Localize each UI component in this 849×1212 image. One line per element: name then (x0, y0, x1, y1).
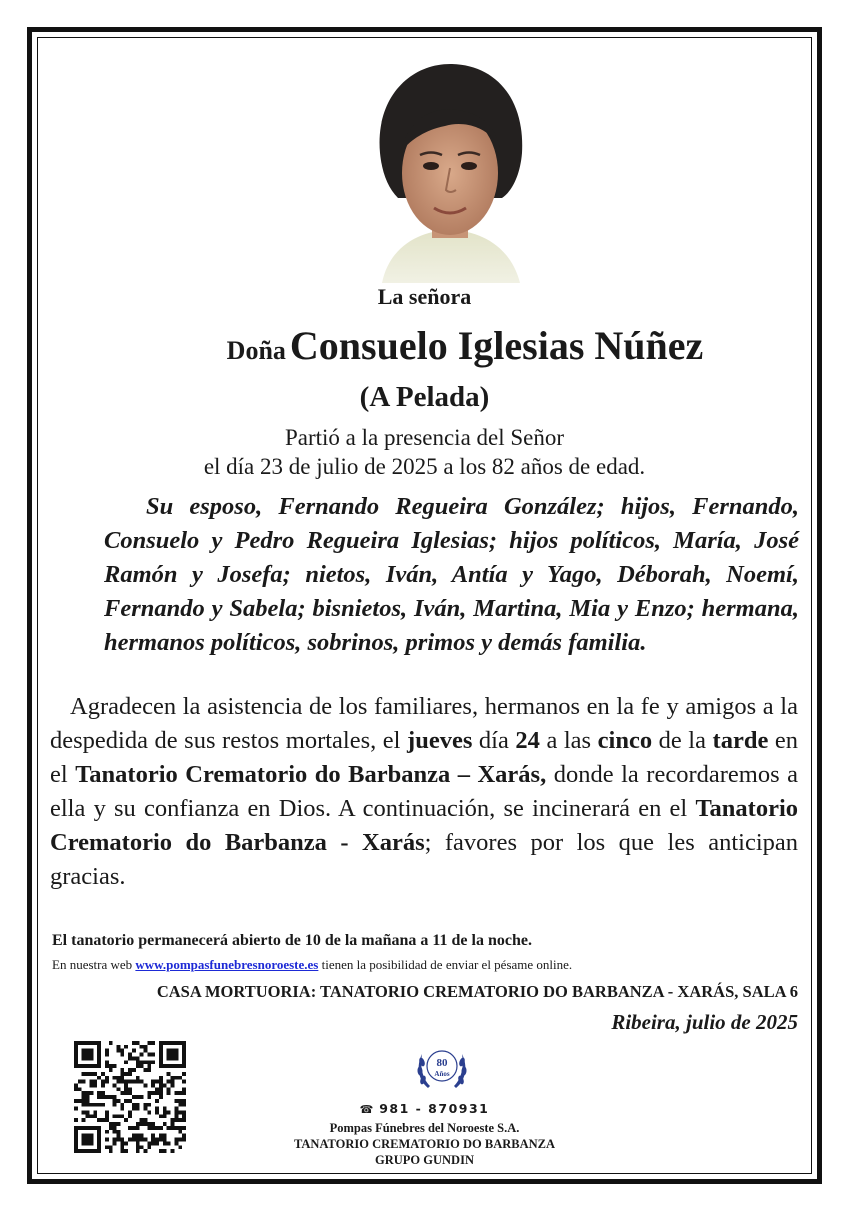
nickname: (A Pelada) (359, 381, 490, 413)
web-condolence-line: En nuestra web www.pompasfunebresnoroeste.es tienen la posibilidad de enviar el pésame online. (52, 957, 573, 972)
company-block (0, 1120, 849, 1168)
group-name: GRUPO GUNDIN (375, 1153, 474, 1167)
departure-line-2: el día 23 de julio de 2025 a los 82 años de edad. (203, 454, 646, 479)
company-name: Pompas Fúnebres del Noroeste S.A. (329, 1121, 520, 1135)
funeral-house: CASA MORTUORIA: TANATORIO CREMATORIO DO BARBANZA - XARÁS, SALA 6 (156, 982, 798, 1001)
departure-text (0, 423, 849, 481)
name-prefix: Doña (226, 336, 286, 365)
phone-number: 981 - 870931 (379, 1101, 490, 1116)
intro-title: La señora (377, 284, 472, 309)
deceased-name-line (120, 322, 810, 369)
thanks-paragraph: Agradecen la asistencia de los familiares, hermanos en la fe y amigos a la despedida de sus restos mortales, el jueves día 24 a las cinco de la tarde en el Tanatorio Crematorio do Barbanza – Xarás, donde la recordaremos a ella y su confianza en Dios. A continuación, se incinerará en el Tanatorio Crematorio do Barbanza - Xarás; favores por los que les anticipan gracias. (50, 693, 799, 890)
svg-text:80: 80 (436, 1057, 448, 1069)
opening-hours: El tanatorio permanecerá abierto de 10 de la mañana a 11 de la noche. (52, 932, 532, 949)
deceased-name: Consuelo Iglesias Núñez (289, 323, 704, 368)
svg-text:Años: Años (434, 1070, 450, 1078)
website-link[interactable]: www.pompasfunebresnoroeste.es (135, 957, 319, 972)
phone-number-line (0, 1101, 849, 1116)
departure-line-1: Partió a la presencia del Señor (284, 425, 565, 450)
phone-icon: ☎ (359, 1103, 374, 1116)
portrait-photo (370, 58, 530, 283)
crematorium-name: TANATORIO CREMATORIO DO BARBANZA (293, 1137, 556, 1151)
place-date: Ribeira, julio de 2025 (611, 1010, 798, 1034)
80-years-logo (412, 1040, 472, 1096)
family-list: Su esposo, Fernando Regueira González; hijos, Fernando, Consuelo y Pedro Regueira Iglesias; hijos políticos, María, José Ramón y Josefa; nietos, Iván, Antía y Yago, Déborah, Noemí, Fernando y Sabela; bisnietos, Iván, Martina, Mia y Enzo; hermana, hermanos políticos, sobrinos, primos y demás familia. (104, 493, 799, 656)
